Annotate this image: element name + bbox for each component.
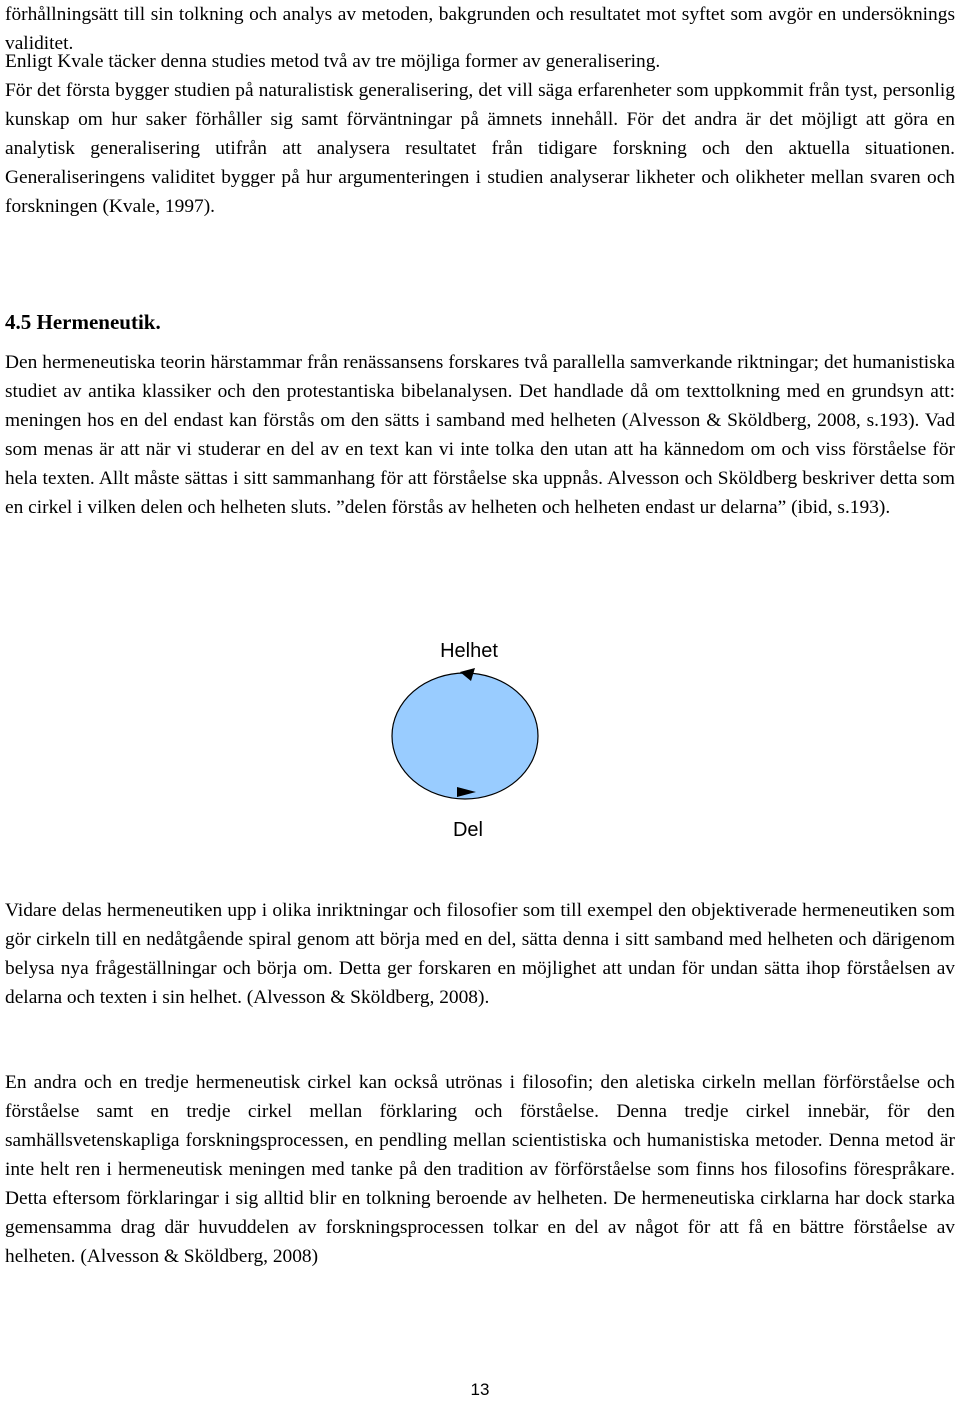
diagram-label-helhet: Helhet xyxy=(440,640,498,662)
section-heading-hermeneutik: 4.5 Hermeneutik. xyxy=(5,310,161,334)
paragraph-hermeneutic-theory: Den hermeneutiska teorin härstammar från renässansens forskares två parallella samverkande riktningar; det humanistiska studiet av antika klassiker och den protestantiska bibelanalysen. Det handlade då om texttolkning med en grundsyn att: meningen hos en del endast kan förstås om den sätts i samband med helheten (Alvesson & Sköldberg, 2008, s.193). Vad som menas är att när vi studerar en del av en text kan vi inte tolka den utan att ha kännedom om och viss förståelse för hela texten. Allt måste sättas i sitt sammanhang för att förståelse ska uppnås. Alvesson och Sköldberg beskriver detta som en cirkel i vilken delen och helheten sluts. ”delen förstås av helheten och helheten endast ur delarna” (ibid, s.193). xyxy=(5,352,955,518)
paragraph-objectified-hermeneutics: Vidare delas hermeneutiken upp i olika inriktningar och filosofier som till exempel den objektiverade hermeneutiken som gör cirkeln till en nedåtgående spiral genom att börja med en del, sätta denna i sitt samband med helheten och därigenom belysa nya frågeställningar och börja om. Detta ger forskaren en möjlighet att undan för undan sätta ihop förståelsen av delarna och texten i sin helhet. (Alvesson & Sköldberg, 2008). xyxy=(5,900,955,1008)
paragraph-generalization: För det första bygger studien på naturalistisk generalisering, det vill säga erfarenheter som uppkommit från tyst, personlig kunskap om hur saker förhåller sig samt förväntningar på ämnets innehåll. För det andra är det möjligt att göra en analytisk generalisering utifrån att analysera resultatet från tidigare forskning och den aktuella situationen. Generaliseringens validitet bygger på hur argumenteringen i studien analyserar likheter och olikheter mellan svaren och forskningen (Kvale, 1997). xyxy=(5,80,955,217)
page-number: 13 xyxy=(470,1380,490,1399)
hermeneutic-circle-diagram xyxy=(5,620,955,860)
paragraph-validity-end: förhållningsätt till sin tolkning och analys av metoden, bakgrunden och resultatet mot syftet som avgör en undersöknings validitet. xyxy=(5,4,955,54)
circle-shape xyxy=(392,673,538,799)
hermeneutic-circle-svg xyxy=(5,620,955,860)
paragraph-second-third-circle: En andra och en tredje hermeneutisk cirkel kan också utrönas i filosofin; den aletiska cirkeln mellan förförståelse och förståelse samt en tredje cirkel mellan förklaring och förståelse. Denna tredje cirkel innebär, för den samhällsvetenskapliga forskningsprocessen, en pendling mellan scientistiska och humanistiska metoder. Denna metod är inte helt ren i hermeneutisk meningen med tanke på den tradition av förförståelse som finns hos filosofins förespråkare. Detta eftersom förklaringar i sig alltid blir en tolkning beroende av helheten. De hermeneutiska cirklarna har dock starka gemensamma drag där huvuddelen av forskningsprocessen tolkar en del av något för att få en bättre förståelse av helheten. (Alvesson & Sköldberg, 2008) xyxy=(5,1072,955,1267)
paragraph-kvale-intro: Enligt Kvale täcker denna studies metod två av tre möjliga former av generalisering. xyxy=(5,51,661,72)
diagram-label-del: Del xyxy=(452,819,484,841)
